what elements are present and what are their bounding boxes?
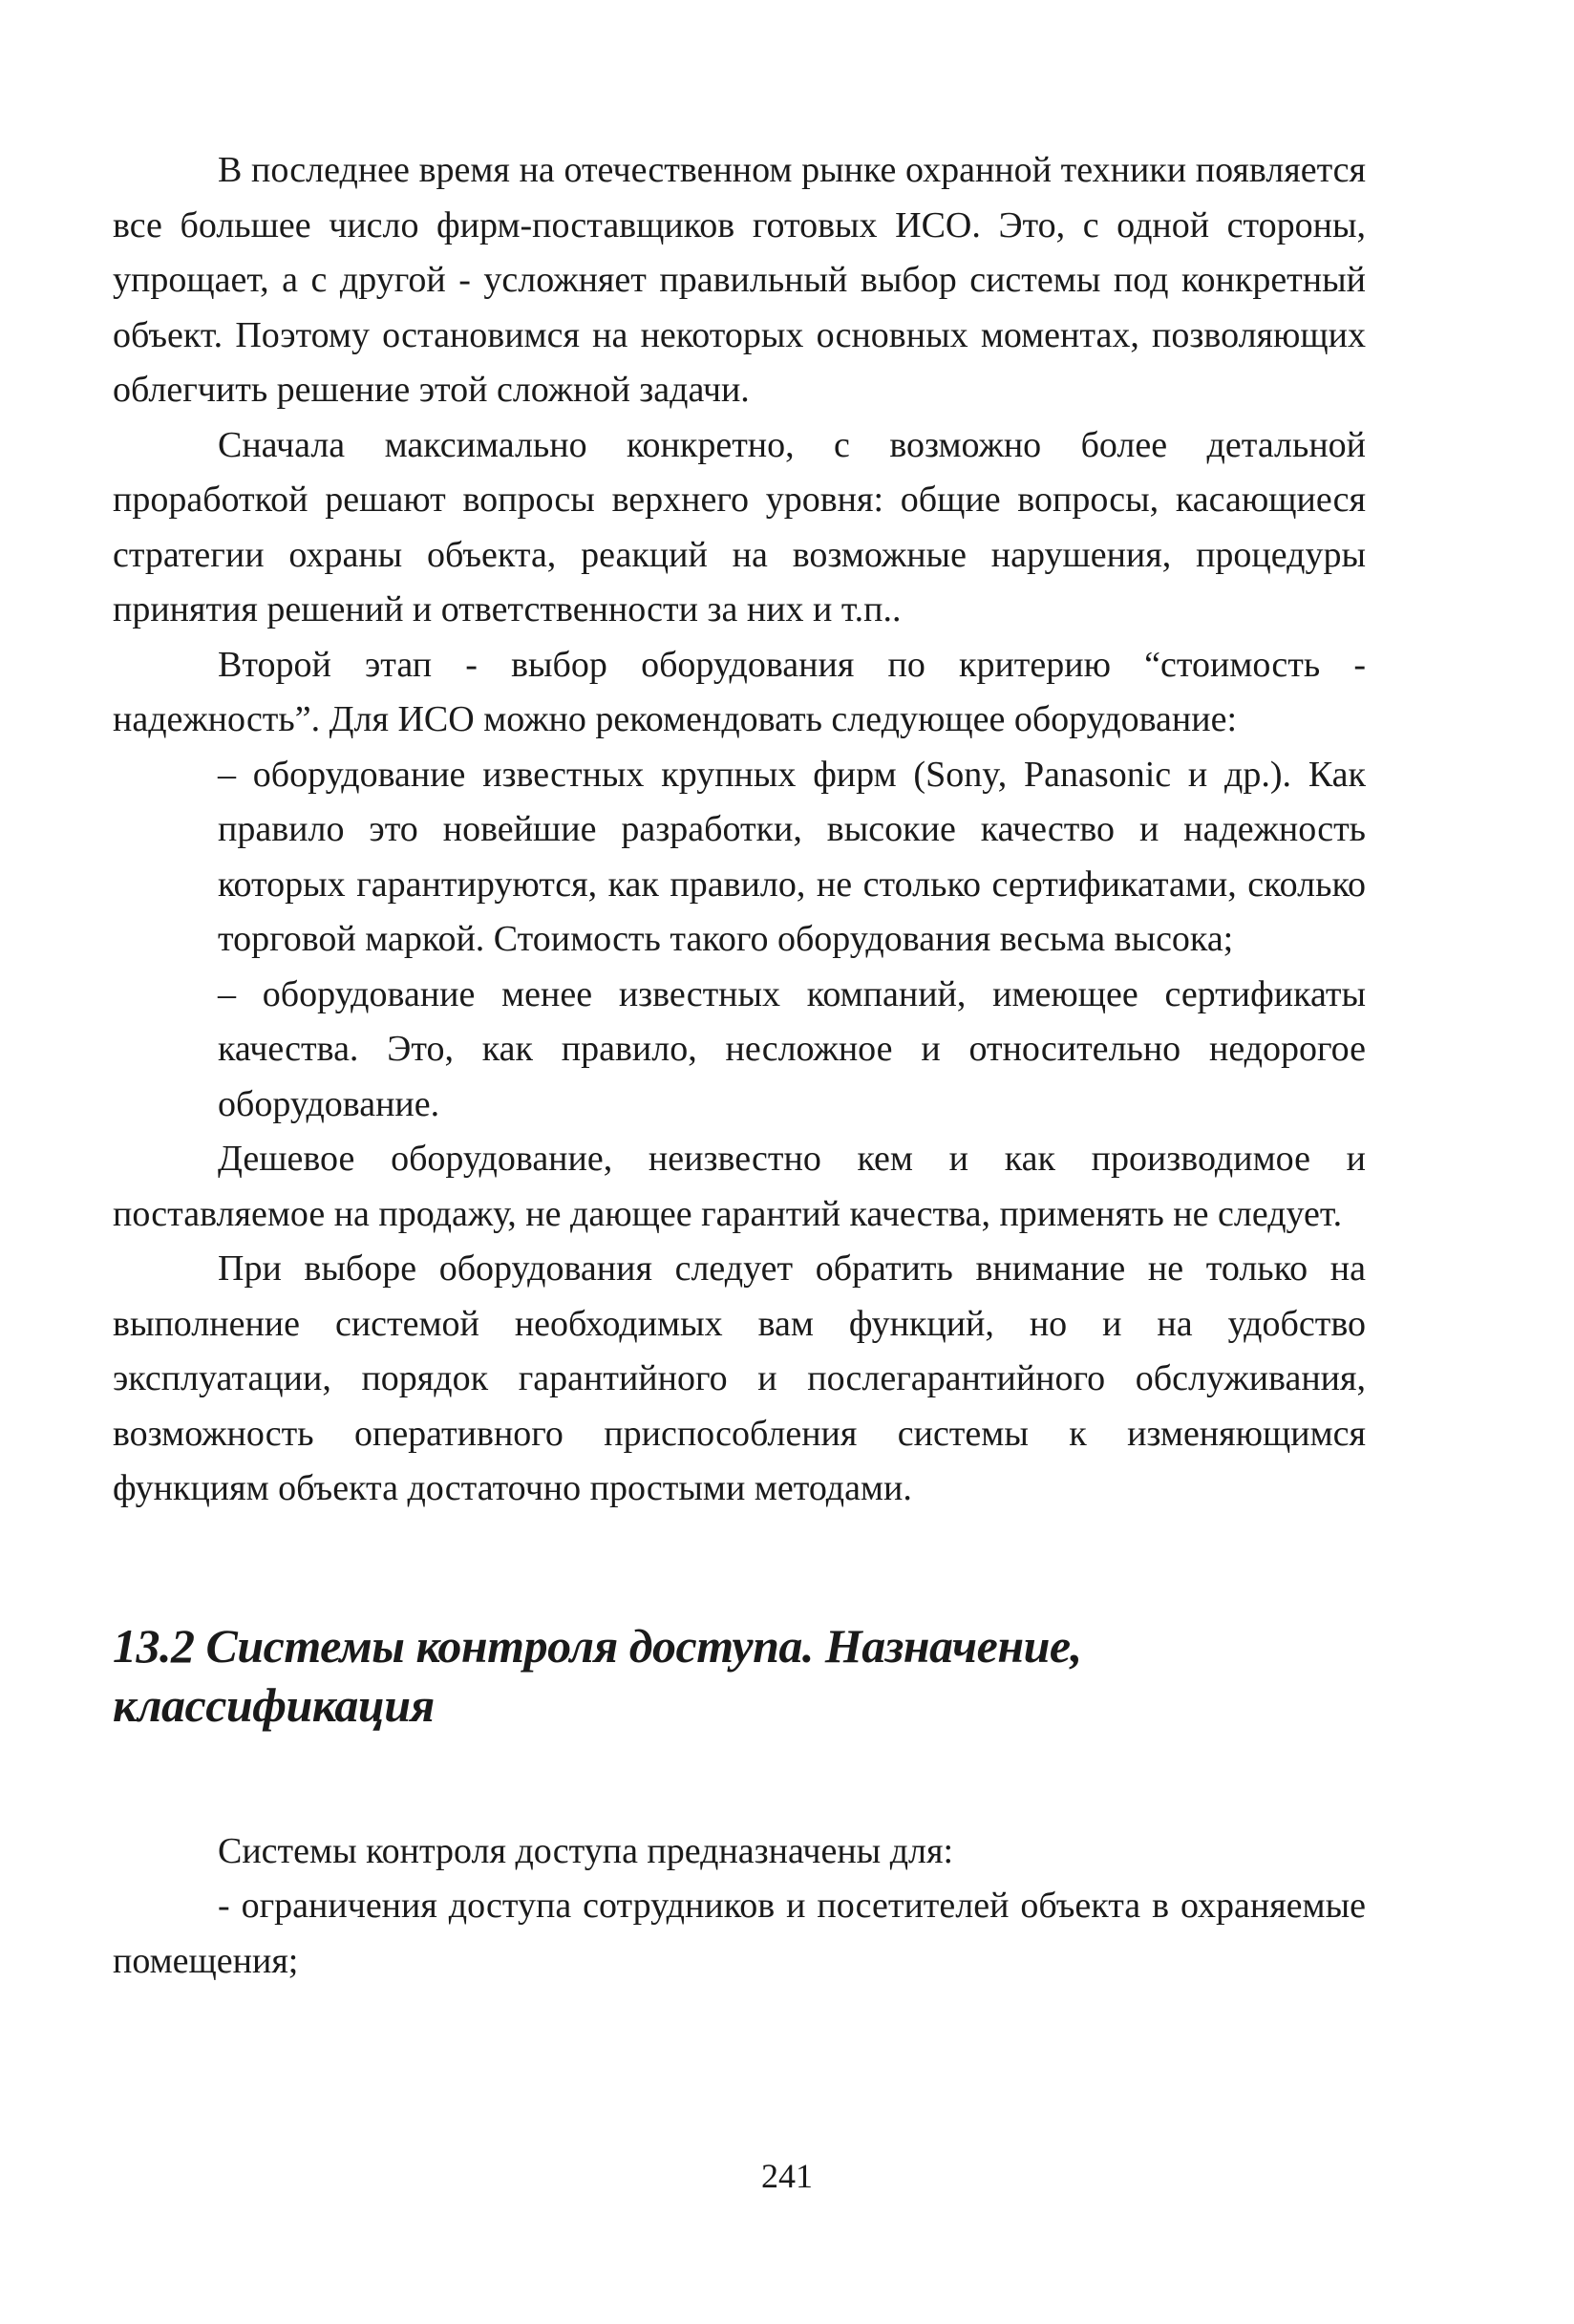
section-list-item: - ограничения доступа сотрудников и посетителей объекта в охраняемые помещения; — [113, 1886, 1366, 1981]
section-heading: 13.2 Системы контроля доступа. Назначение, классификация — [113, 1618, 1082, 1732]
paragraph-second-stage: Второй этап - выбор оборудования по критерию “стоимость - надежность”. Для ИСО можно рекомендовать следующее оборудование: — [113, 644, 1366, 739]
list-item-certified-equipment: – оборудование менее известных компаний, имеющее сертификаты качества. Это, как правило, несложное и относительно недорогое оборудование. — [218, 973, 1366, 1124]
page-number: 241 — [761, 2157, 813, 2195]
paragraph-first-stage: Сначала максимально конкретно, с возможно более детальной проработкой решают вопросы верхнего уровня: общие вопросы, касающиеся стратегии охраны объекта, реакций на возможные нарушения, процедуры принятия решений и ответственности за них и т.п.. — [113, 424, 1366, 629]
paragraph-market-overview: В последнее время на отечественном рынке охранной техники появляется все большее число фирм-поставщиков готовых ИСО. Это, с одной стороны, упрощает, а с другой - усложняет правильный выбор системы под конкретный объект. Поэтому остановимся на некоторых основных моментах, позволяющих облегчить решение этой сложной задачи. — [113, 150, 1366, 410]
list-item-major-brands: – оборудование известных крупных фирм (Sony, Panasonic и др.). Как правило это новейшие разработки, высокие качество и надежность которых гарантируются, как правило, не столько сертификатами, сколько торговой маркой. Стоимость такого оборудования весьма высока; — [218, 754, 1366, 959]
paragraph-cheap-equipment: Дешевое оборудование, неизвестно кем и как производимое и поставляемое на продажу, не дающее гарантий качества, применять не следует. — [113, 1139, 1366, 1234]
page-body — [113, 143, 1366, 1989]
section-intro: Системы контроля доступа предназначены для: — [218, 1830, 954, 1871]
paragraph-selection-criteria: При выборе оборудования следует обратить внимание не только на выполнение системой необходимых вам функций, но и на удобство эксплуатации, порядок гарантийного и послегарантийного обслуживания, возможность оперативного приспособления системы к изменяющимся функциям объекта достаточно простыми методами. — [113, 1248, 1366, 1508]
